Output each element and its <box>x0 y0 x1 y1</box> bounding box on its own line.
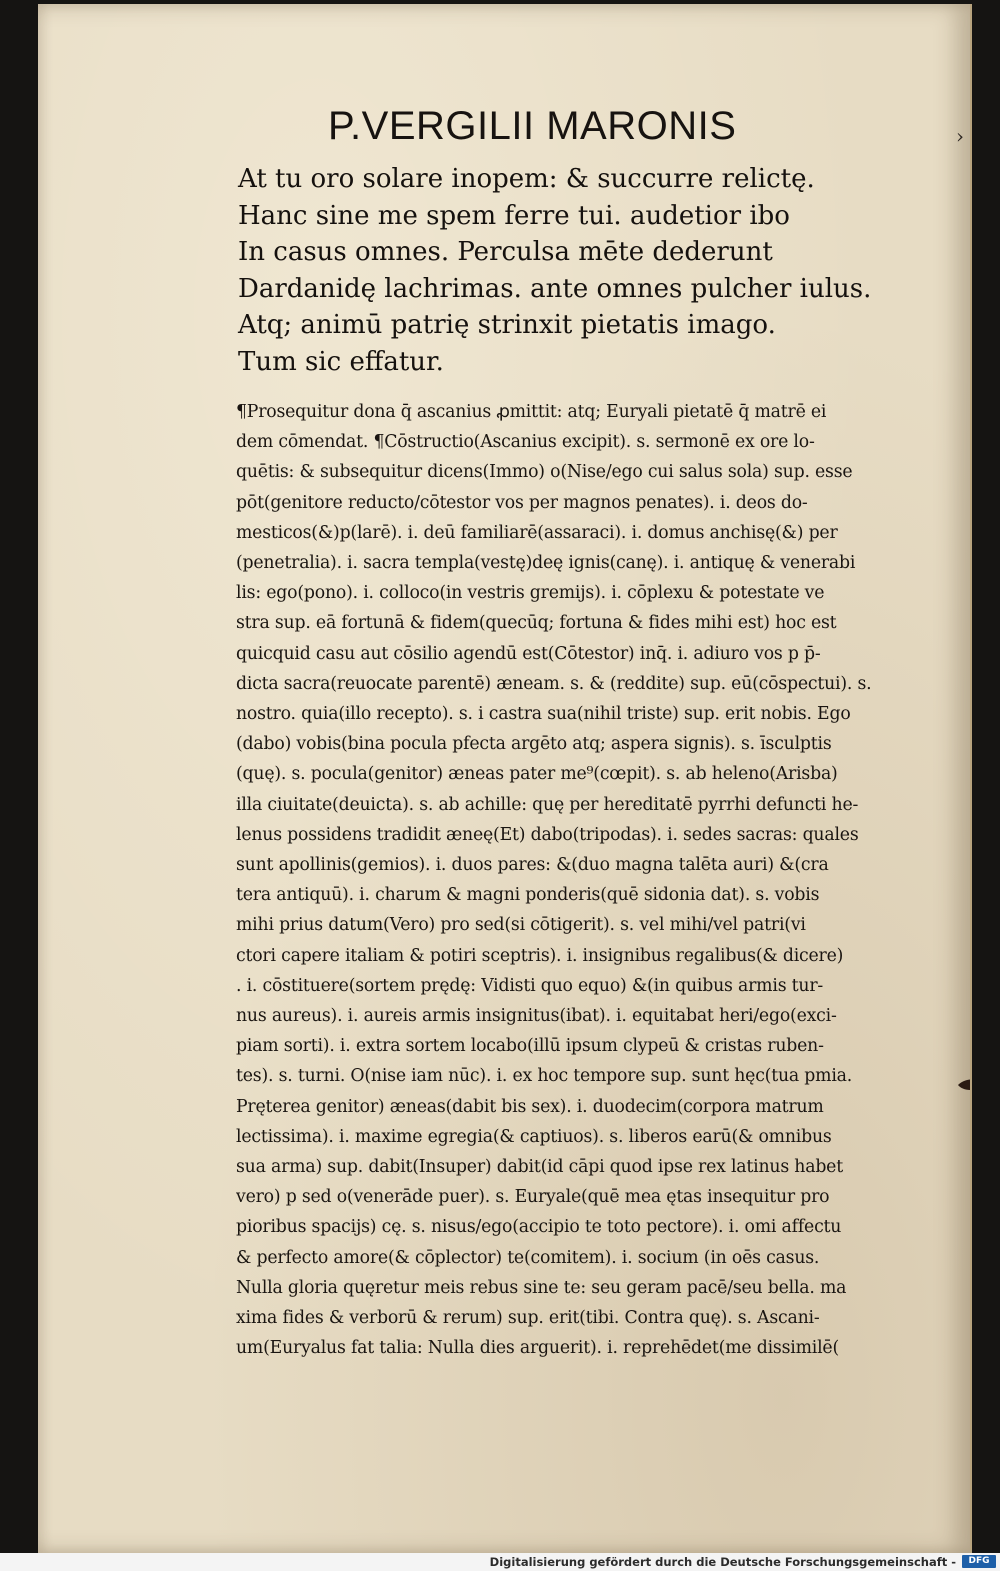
commentary-line: quētis: & subsequitur dicens(Immo) o(Nise/ego cui salus sola) sup. esse <box>236 462 853 483</box>
verse-line: At tu oro solare inopem: & succurre relictę. <box>238 164 815 194</box>
commentary-line: tera antiquū). i. charum & magni ponderis(quē sidonia dat). s. vobis <box>236 885 820 906</box>
commentary-line: dem cōmendat. ¶Cōstructio(Ascanius excipit). s. sermonē ex ore lo- <box>236 432 815 453</box>
commentary-line: tes). s. turni. O(nise iam nūc). i. ex hoc tempore sup. sunt hęc(tua pmia. <box>236 1066 853 1087</box>
commentary-line: mihi prius datum(Vero) pro sed(si cōtigerit). s. vel mihi/vel patri(vi <box>236 915 806 936</box>
commentary-line: quicquid casu aut cōsilio agendū est(Cōtestor) inq̄. i. adiuro vos p p̄- <box>236 643 821 664</box>
commentary-line: ¶Prosequitur dona q̄ ascanius ꝓmittit: atq; Euryali pietatē q̄ matrē ei <box>236 402 827 422</box>
running-head: P.VERGILII MARONIS <box>328 104 737 148</box>
commentary-line: dicta sacra(reuocate parentē) æneam. s. & (reddite) sup. eū(cōspectui). s. <box>236 673 872 694</box>
verse-line: Tum sic effatur. <box>238 346 444 377</box>
verse-line: Dardanidę lachrimas. ante omnes pulcher iulus. <box>238 273 872 304</box>
footer-bar <box>0 1553 1000 1571</box>
commentary-line: nostro. quia(illo recepto). s. i castra sua(nihil triste) sup. erit nobis. Ego <box>236 704 851 725</box>
commentary-line: stra sup. eā fortunā & fidem(quecūq; fortuna & fides mihi est) hoc est <box>236 613 837 634</box>
commentary-block <box>236 397 958 1364</box>
commentary-line: nus aureus). i. aureis armis insignitus(ibat). i. equitabat heri/ego(exci- <box>236 1006 837 1027</box>
commentary-line: (penetralia). i. sacra templa(vestę)deę ignis(canę). i. antiquę & venerabi <box>236 553 856 574</box>
commentary-line: lis: ego(pono). i. colloco(in vestris gremijs). i. cōplexu & potestate ve <box>236 583 825 604</box>
commentary-line: um(Euryalus fat talia: Nulla dies arguerit). i. reprehēdet(me dissimilē( <box>236 1338 839 1359</box>
commentary-line: Pręterea genitor) æneas(dabit bis sex). i. duodecim(corpora matrum <box>236 1096 824 1117</box>
book-page <box>38 4 972 1553</box>
commentary-line: & perfecto amore(& cōplector) te(comitem). i. socium (in oēs casus. <box>236 1247 820 1268</box>
commentary-line: pōt(genitore reducto/cōtestor vos per magnos penates). i. deos do- <box>236 492 808 513</box>
page-edge-mark: › <box>956 124 964 148</box>
dfg-logo[interactable]: DFG <box>962 1555 996 1568</box>
verse-line: Hanc sine me spem ferre tui. audetior ibo <box>238 200 790 231</box>
commentary-line: (dabo) vobis(bina pocula pfecta argēto atq; aspera signis). s. īsculptis <box>236 734 832 755</box>
verse-block <box>238 161 958 380</box>
commentary-line: Nulla gloria quęretur meis rebus sine te: seu geram pacē/seu bella. ma <box>236 1277 847 1298</box>
commentary-line: . i. cōstituere(sortem prędę: Vidisti quo equo) &(in quibus armis tur- <box>236 975 824 996</box>
ink-blot-mark <box>956 1076 972 1092</box>
verse-line: Atq; animū patrię strinxit pietatis imago. <box>238 310 776 340</box>
commentary-line: piam sorti). i. extra sortem locabo(illū ipsum clypeū & cristas ruben- <box>236 1036 824 1057</box>
funding-notice: Digitalisierung gefördert durch die Deutsche Forschungsgemeinschaft - <box>489 1555 956 1569</box>
commentary-line: ctori capere italiam & potiri sceptris). i. insignibus regalibus(& dicere) <box>236 945 844 966</box>
commentary-line: vero) p sed o(venerāde puer). s. Euryale(quē mea ętas insequitur pro <box>236 1187 830 1208</box>
commentary-line: mesticos(&)p(larē). i. deū familiarē(assaraci). i. domus anchisę(&) per <box>236 522 838 543</box>
commentary-line: illa ciuitate(deuicta). s. ab achille: quę per hereditatē pyrrhi defuncti he- <box>236 794 859 815</box>
commentary-line: pioribus spacijs) cę. s. nisus/ego(accipio te toto pectore). i. omi affectu <box>236 1217 842 1238</box>
commentary-line: sunt apollinis(gemios). i. duos pares: &(duo magna talēta auri) &(cra <box>236 855 829 876</box>
commentary-line: lenus possidens tradidit æneę(Et) dabo(tripodas). i. sedes sacras: quales <box>236 824 859 845</box>
verse-line: In casus omnes. Perculsa mēte dederunt <box>238 237 773 267</box>
commentary-line: (quę). s. pocula(genitor) æneas pater me⁹(cœpit). s. ab heleno(Arisba) <box>236 764 838 785</box>
commentary-line: lectissima). i. maxime egregia(& captiuos). s. liberos earū(& omnibus <box>236 1126 832 1147</box>
commentary-line: sua arma) sup. dabit(Insuper) dabit(id cāpi quod ipse rex latinus habet <box>236 1157 843 1178</box>
commentary-line: xima fides & verborū & rerum) sup. erit(tibi. Contra quę). s. Ascani- <box>236 1308 820 1329</box>
